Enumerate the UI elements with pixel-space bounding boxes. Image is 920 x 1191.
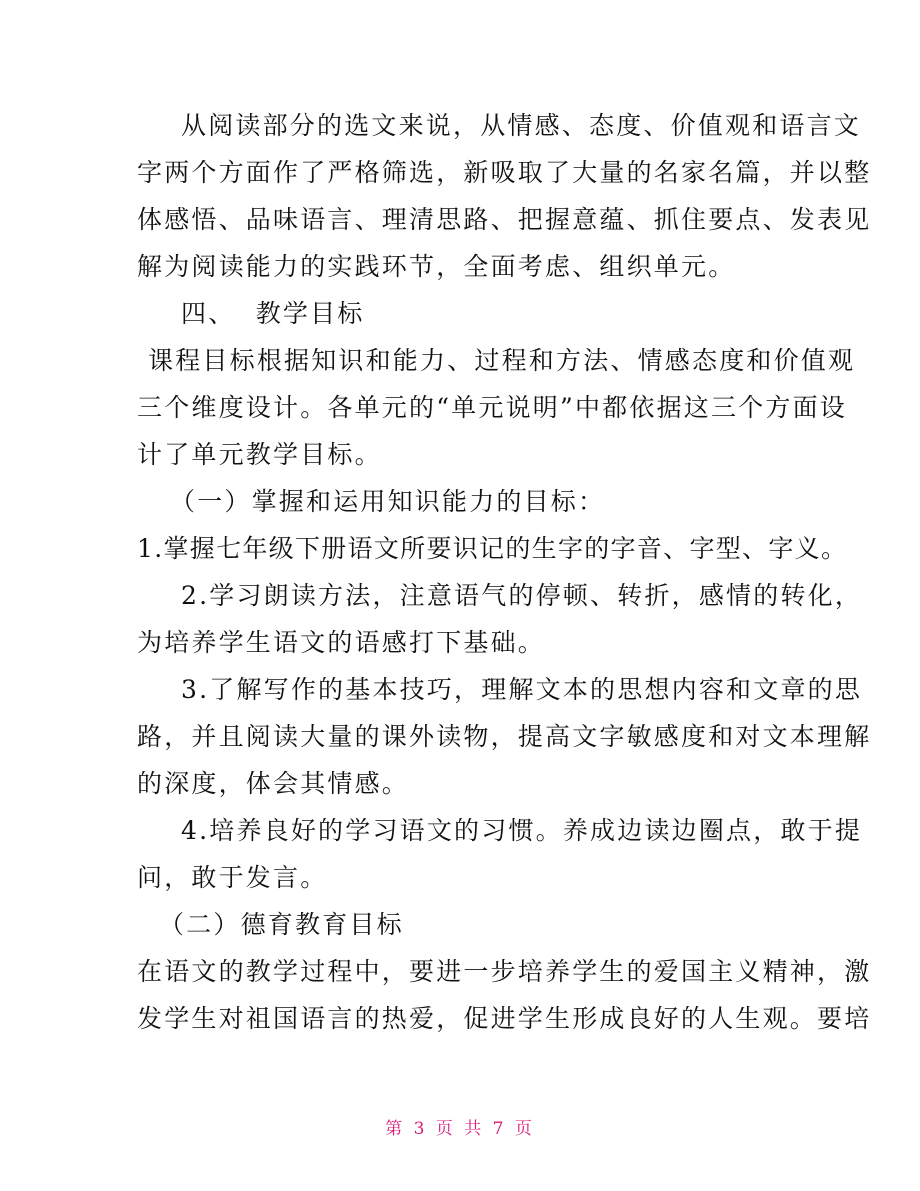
subheading-knowledge-goals: （一）掌握和运用知识能力的目标： — [170, 487, 606, 516]
goal-item-2-line-2: 为培养学生语文的语感打下基础。 — [137, 628, 546, 657]
goals-paragraph-line-3: 计了单元教学目标。 — [137, 440, 382, 469]
reading-paragraph-line-3: 体感悟、品味语言、理清思路、把握意蕴、抓住要点、发表见 — [137, 205, 872, 234]
goal-item-3-line-3: 的深度，体会其情感。 — [137, 769, 410, 798]
moral-paragraph-line-2: 发学生对祖国语言的热爱，促进学生形成良好的人生观。要培 — [137, 1004, 872, 1033]
reading-paragraph-line-1: 从阅读部分的选文来说，从情感、态度、价值观和语言文 — [181, 111, 862, 140]
subheading-moral-goals: （二）德育教育目标 — [159, 910, 404, 939]
goals-paragraph-line-2: 三个维度设计。各单元的“单元说明”中都依据这三个方面设 — [137, 393, 847, 422]
reading-paragraph-line-4: 解为阅读能力的实践环节，全面考虑、组织单元。 — [137, 252, 736, 281]
goal-item-4-line-1: 4.培养良好的学习语文的习惯。养成边读边圈点，敢于提 — [181, 816, 863, 845]
page-footer — [0, 1114, 920, 1139]
section-heading: 四、 教学目标 — [181, 299, 365, 328]
goals-paragraph-line-1: 课程目标根据知识和能力、过程和方法、情感态度和价值观 — [148, 346, 856, 375]
moral-paragraph-line-1: 在语文的教学过程中，要进一步培养学生的爱国主义精神，激 — [137, 957, 872, 986]
goal-item-1: 1.掌握七年级下册语文所要识记的生字的字音、字型、字义。 — [137, 534, 848, 563]
goal-item-3-line-2: 路，并且阅读大量的课外读物，提高文字敏感度和对文本理解 — [137, 722, 872, 751]
goal-item-2-line-1: 2.学习朗读方法，注意语气的停顿、转折，感情的转化， — [181, 581, 863, 610]
reading-paragraph-line-2: 字两个方面作了严格筛选，新吸取了大量的名家名篇，并以整 — [137, 158, 872, 187]
goal-item-3-line-1: 3.了解写作的基本技巧，理解文本的思想内容和文章的思 — [181, 675, 863, 704]
goal-item-4-line-2: 问，敢于发言。 — [137, 863, 328, 892]
page-number-label: 第 3 页 共 7 页 — [385, 1119, 535, 1139]
